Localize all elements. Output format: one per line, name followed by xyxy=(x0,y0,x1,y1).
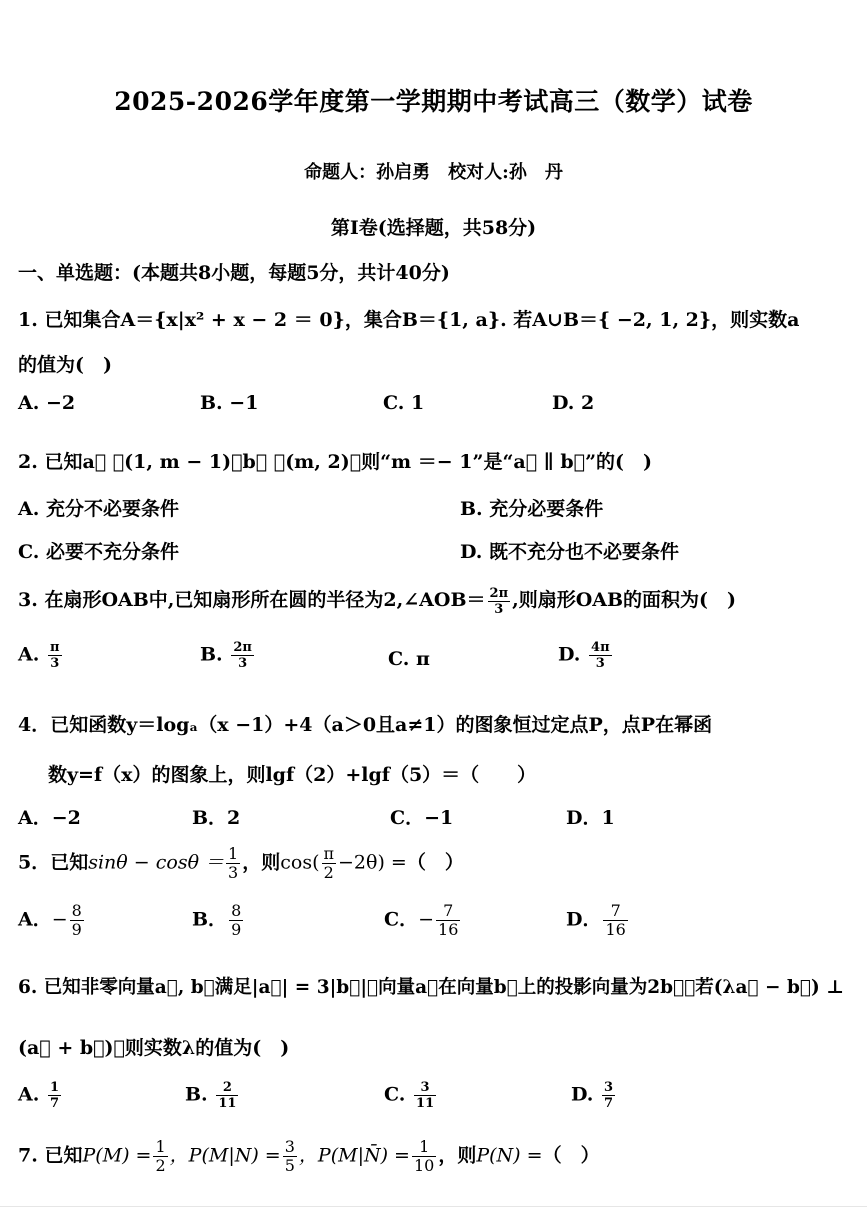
question-5: 5．已知sinθ − cosθ ＝ $\frac{1}{3}$ ，则cos( $\frac{\pi}{2}$ −2θ) =（ ） xyxy=(18,844,464,882)
q1-option-a: A. −2 xyxy=(18,392,76,414)
q6-option-d: D. $\frac{3}{7}$ xyxy=(571,1080,614,1111)
q6-option-c: C. $\frac{3}{11}$ xyxy=(384,1080,435,1111)
question-6-line-1: 6. 已知非零向量a⃗, b⃗满足|a⃗| = 3|b⃗|，向量a⃗在向量b⃗上的投影向量为2b⃗，若(λa⃗ − b⃗) ⊥ xyxy=(18,977,844,998)
q5-option-a: A．− $\frac{8}{9}$ xyxy=(18,901,82,939)
q3-option-a: A. $\frac{\pi}{3}$ xyxy=(18,640,60,671)
q5-option-b: B． $\frac{8}{9}$ xyxy=(192,901,242,939)
q3-option-d: D. $\frac{4\pi}{3}$ xyxy=(558,640,610,671)
exam-title: 2025-2026学年度第一学期期中考试高三（数学）试卷 xyxy=(114,87,753,116)
section-heading: 一、单选题：(本题共8小题，每题5分，共计40分) xyxy=(18,262,450,284)
question-4-line-2: 数y=f（x）的图象上，则lgf（2）+lgf（5）＝（ ） xyxy=(48,764,537,786)
q6-option-b: B. $\frac{2}{11}$ xyxy=(185,1080,237,1111)
authors-line: 命题人：孙启勇 校对人:孙 丹 xyxy=(304,162,563,183)
q6-option-a: A. $\frac{1}{7}$ xyxy=(18,1080,60,1111)
question-1-line-2: 的值为( ) xyxy=(18,354,112,376)
q3-option-b: B. $\frac{2\pi}{3}$ xyxy=(200,640,252,671)
question-4-line-1: 4．已知函数y＝logₐ（x −1）+4（a＞0且a≠1）的图象恒过定点P，点P在幂函 xyxy=(18,714,713,736)
q3-text-pre: 3. 在扇形OAB中,已知扇形所在圆的半径为2,∠AOB＝ xyxy=(18,589,486,611)
question-3 xyxy=(18,585,736,617)
q3-angle-fraction xyxy=(488,586,511,617)
q3-frac-num: 2π xyxy=(489,585,509,601)
q3-option-c: C. π xyxy=(388,648,430,670)
q4-option-b: B．2 xyxy=(192,807,241,829)
volume-heading: 第Ⅰ卷(选择题，共58分) xyxy=(330,217,537,239)
q5-option-c: C．− $\frac{7}{16}$ xyxy=(384,901,459,939)
q5-option-d: D． $\frac{7}{16}$ xyxy=(566,901,626,939)
q1-option-d: D. 2 xyxy=(552,392,595,414)
q3-frac-den: 3 xyxy=(494,601,504,617)
q1-option-b: B. −1 xyxy=(200,392,259,414)
q2-option-a: A. 充分不必要条件 xyxy=(18,498,179,520)
q4-option-a: A．−2 xyxy=(18,807,81,829)
question-7: 7. 已知P(M) = $\frac{1}{2}$ ，P(M|N) = $\frac{3}{5}$ ，P(M|N̄) = $\frac{1}{10}$ ，则P(N) =（ ） xyxy=(18,1137,600,1175)
q4-option-c: C．−1 xyxy=(390,807,454,829)
q3-text-post: ,则扇形OAB的面积为( ) xyxy=(512,589,737,611)
question-2-line-1: 2. 已知a⃗ ＝(1, m − 1)，b⃗ ＝(m, 2)，则“m ＝− 1”是“a⃗ ∥ b⃗”的( ) xyxy=(18,451,652,473)
q1-option-c: C. 1 xyxy=(383,392,425,414)
q2-option-b: B. 充分必要条件 xyxy=(460,498,604,520)
q2-option-c: C. 必要不充分条件 xyxy=(18,541,180,563)
q2-option-d: D. 既不充分也不必要条件 xyxy=(460,541,680,563)
question-6-line-2: (a⃗ + b⃗)，则实数λ的值为( ) xyxy=(18,1037,290,1059)
page-bottom-divider xyxy=(0,1206,867,1207)
q4-option-d: D．1 xyxy=(566,807,615,829)
question-1-line-1: 1. 已知集合A＝{x|x² + x − 2 ＝ 0}，集合B＝{1, a}. 若A∪B＝{ −2, 1, 2}，则实数a xyxy=(18,309,800,331)
